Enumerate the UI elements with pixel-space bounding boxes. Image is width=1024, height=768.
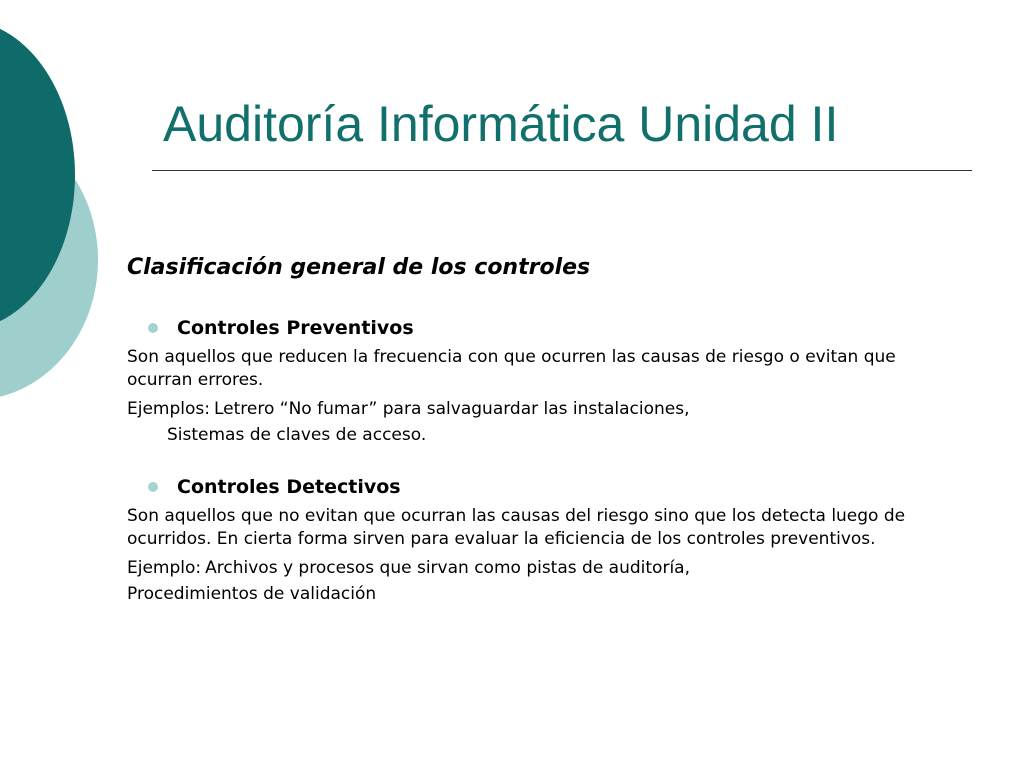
preventivos-description: Son aquellos que reducen la frecuencia con que ocurren las causas de riesgo o evitan que ocurran errores. — [127, 347, 896, 390]
bullet-icon — [148, 482, 158, 492]
bullet-heading-preventivos — [127, 313, 947, 343]
example-text: Letrero “No fumar” para salvaguardar las instalaciones, — [213, 399, 690, 419]
detectivos-example-continuation: Procedimientos de validación — [127, 584, 377, 604]
example-label: Ejemplo: — [127, 558, 202, 578]
bullet-heading-label: Controles Detectivos — [177, 476, 401, 498]
preventivos-example — [127, 398, 947, 421]
bullet-heading-label: Controles Preventivos — [177, 317, 414, 339]
slide-title: Auditoría Informática Unidad II — [163, 96, 839, 152]
preventivos-example-continuation: Sistemas de claves de acceso. — [167, 425, 427, 445]
title-divider — [152, 170, 972, 171]
detectivos-example — [127, 557, 947, 580]
bullet-icon — [148, 323, 158, 333]
example-text: Archivos y procesos que sirvan como pistas de auditoría, — [205, 558, 690, 578]
slide-body — [127, 251, 947, 606]
example-label: Ejemplos: — [127, 399, 210, 419]
section-subtitle: Clasificación general de los controles — [127, 255, 591, 280]
detectivos-description: Son aquellos que no evitan que ocurran las causas del riesgo sino que los detecta luego de ocurridos. En cierta forma sirven para evaluar la eficiencia de los controles preventivos. — [127, 506, 906, 549]
bullet-heading-detectivos — [127, 472, 947, 502]
